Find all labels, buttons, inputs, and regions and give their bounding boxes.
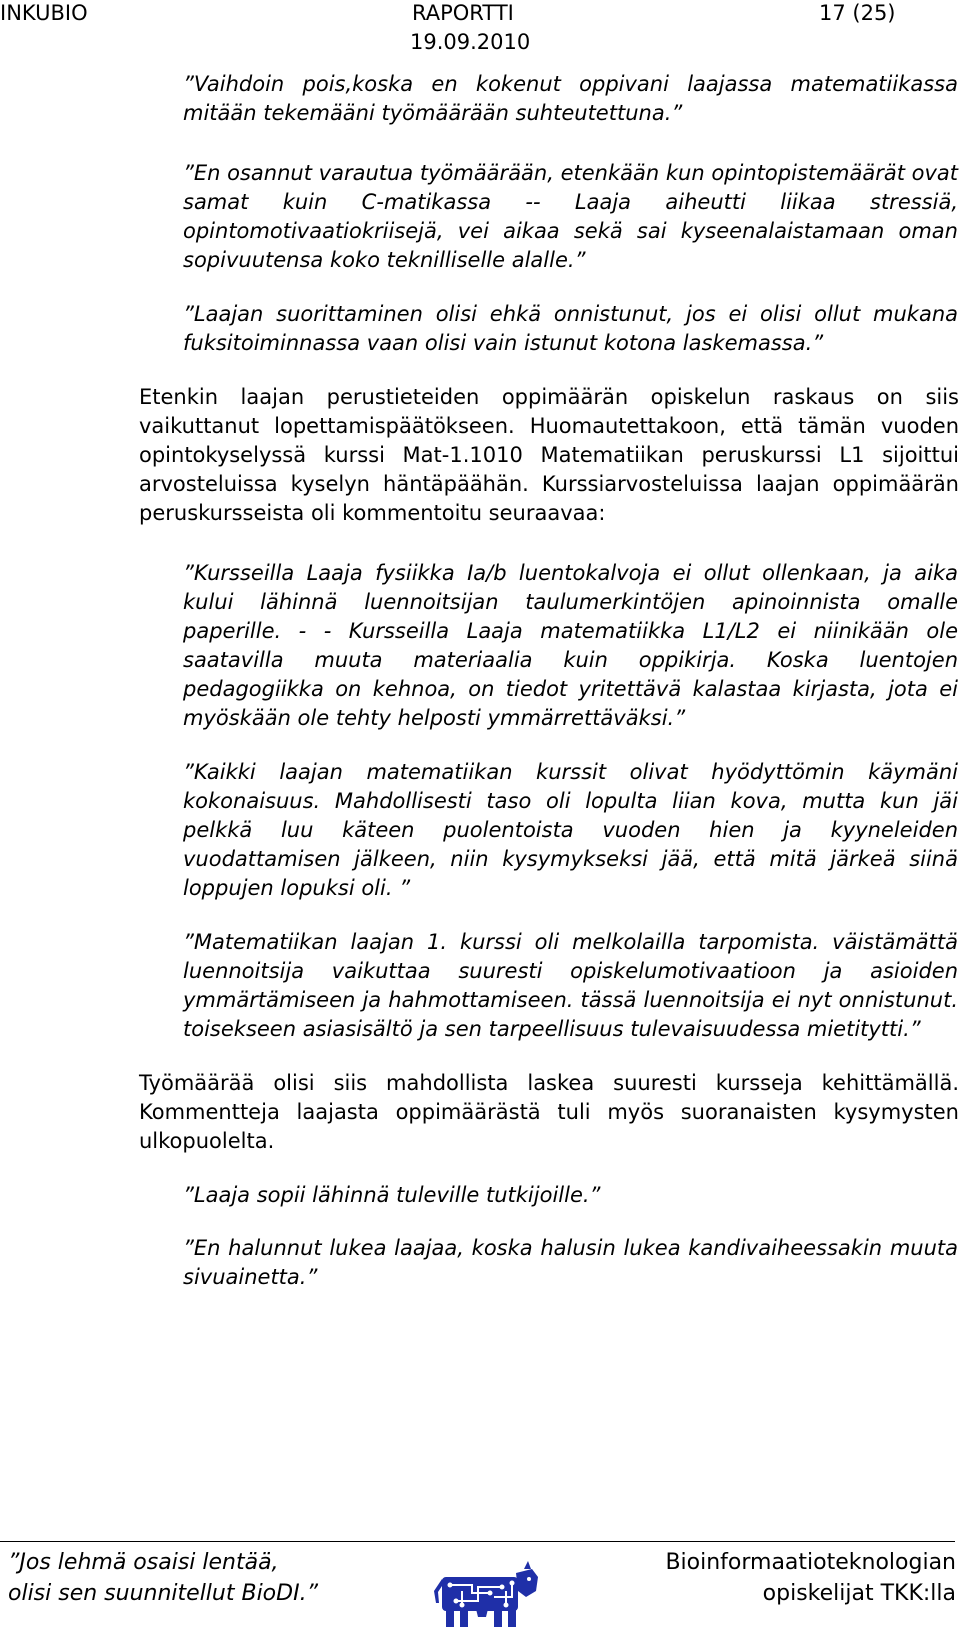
- footer-divider: [0, 1541, 955, 1542]
- document-body: [139, 70, 959, 1292]
- footer-organization-line-2: opiskelijat TKK:lla: [762, 1581, 956, 1606]
- footer-motto-line-1: ”Jos lehmä osaisi lentää,: [8, 1550, 279, 1575]
- paragraph-2: Työmäärää olisi siis mahdollista laskea suuresti kursseja kehittämällä. Kommentteja laajasta oppimäärästä tuli myös suoranaisten kysymysten ulkopuolelta.: [139, 1071, 959, 1153]
- footer-motto: [8, 1547, 318, 1609]
- page-header: [0, 0, 960, 60]
- footer-organization-line-1: Bioinformaatioteknologian: [665, 1550, 956, 1575]
- header-organization: INKUBIO: [0, 1, 88, 25]
- quote-2: ”En osannut varautua työmäärään, etenkään kun opintopistemäärät ovat samat kuin C-matikassa -- Laaja aiheutti liikaa stressiä, opintomotivaatiokriisejä, vei aikaa sekä sai kyseenalaistamaan oman sopivuutensa koko teknilliselle alalle.”: [183, 161, 958, 272]
- footer-organization: [665, 1547, 956, 1609]
- quote-3: ”Laajan suorittaminen olisi ehkä onnistunut, jos ei olisi ollut mukana fuksitoiminnassa vaan olisi vain istunut kotona laskemassa.”: [183, 302, 958, 355]
- footer-motto-line-2: olisi sen suunnitellut BioDI.”: [8, 1581, 318, 1606]
- header-title: RAPORTTI: [412, 1, 514, 25]
- quote-7: ”Laaja sopii lähinnä tuleville tutkijoille.”: [183, 1183, 601, 1207]
- quote-4: ”Kursseilla Laaja fysiikka Ia/b luentokalvoja ei ollut ollenkaan, ja aika kului lähinnä luennoitsijan taulumerkintöjen apinoinnista omalle paperille. - - Kursseilla Laaja matematiikka L1/L2 ei niinikään ole saatavilla muuta materiaalia kuin oppikirja. Koska luentojen pedagogiikka on kehnoa, on tiedot yritettävä kalastaa kirjasta, jota ei myöskään ole tehty helposti ymmärrettäväksi.”: [183, 561, 958, 730]
- quote-1: ”Vaihdoin pois,koska en kokenut oppivani laajassa matematiikassa mitään tekemääni työmäärään suhteutettuna.”: [183, 72, 958, 125]
- page-footer: [0, 1547, 960, 1629]
- header-date: 19.09.2010: [410, 30, 531, 54]
- header-title-block: [410, 0, 562, 54]
- quote-5: ”Kaikki laajan matematiikan kurssit olivat hyödyttömin käymäni kokonaisuus. Mahdollisesti taso oli lopulta liian kova, mutta kun jäi pelkkä luu käteen puolentoista vuoden hien ja kyyneleiden vuodattamisen jälkeen, niin kysymykseksi jää, että mitä järkeä siinä loppujen lopuksi oli. ”: [183, 760, 958, 900]
- cow-circuit-logo-icon: [432, 1557, 540, 1629]
- quote-8: ”En halunnut lukea laajaa, koska halusin lukea kandivaiheessakin muuta sivuainetta.”: [183, 1236, 958, 1289]
- quote-6: ”Matematiikan laajan 1. kurssi oli melkolailla tarpomista. väistämättä luennoitsija vaikuttaa suuresti opiskelumotivaatioon ja asioiden ymmärtämiseen ja hahmottamiseen. tässä luennoitsija ei nyt onnistunut. toisekseen asiasisältö ja sen tarpeellisuus tulevaisuudessa mietitytti.”: [183, 930, 958, 1041]
- paragraph-1: Etenkin laajan perustieteiden oppimäärän opiskelun raskaus on siis vaikuttanut lopettamispäätökseen. Huomautettakoon, että tämän vuoden opintokyselyssä kurssi Mat-1.1010 Matematiikan peruskurssi L1 sijoittui arvosteluissa kyselyn häntäpäähän. Kurssiarvosteluissa laajan oppimäärän peruskursseista oli kommentoitu seuraavaa:: [139, 385, 959, 525]
- header-page-number: 17 (25): [819, 1, 896, 25]
